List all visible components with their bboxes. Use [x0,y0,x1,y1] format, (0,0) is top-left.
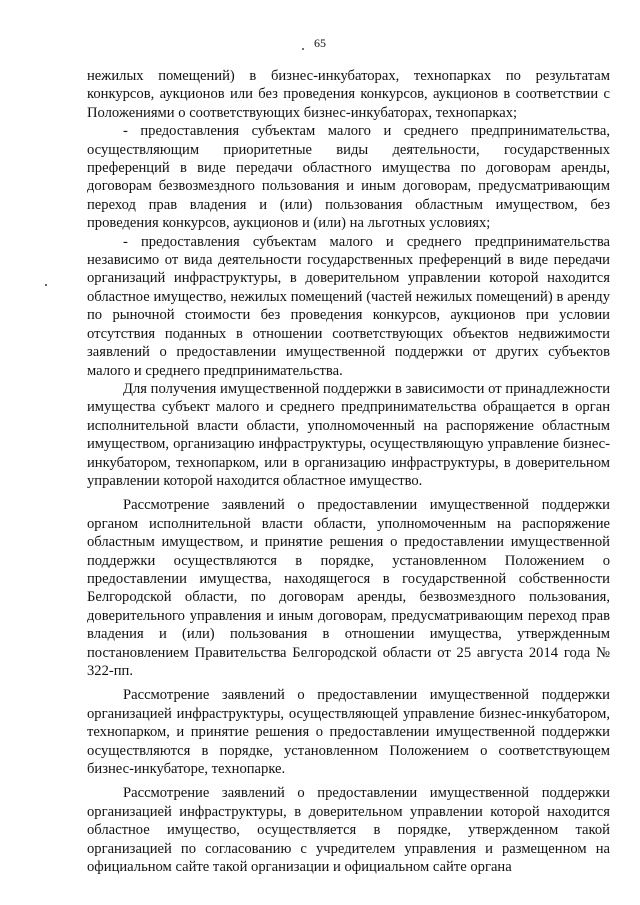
margin-mark [45,284,47,286]
document-body [87,67,610,876]
paragraph-4: Для получения имущественной поддержки в зависимости от принадлежности имущества субъект малого и среднего предпринимательства обращается в орган исполнительной власти области, уполномоченный на распоряжение областным имуществом, организацию инфраструктуры, осуществляющую управление бизнес-инкубатором, технопарком, или в организацию инфраструктуры, в доверительном управлении которой находится областное имущество. [87,380,610,489]
paragraph-5: Рассмотрение заявлений о предоставлении имущественной поддержки органом исполнительной власти области, уполномоченным на распоряжение областным имуществом, и принятие решения о предоставлении имущественной поддержки осуществляются в порядке, установленном Положением о предоставлении имущества, находящегося в государственной собственности Белгородской области, по договорам аренды, безвозмездного пользования, доверительного управления и иным договорам, предусматривающим переход прав владения и (или) пользования в отношении имущества, утвержденным постановлением Правительства Белгородской области от 25 августа 2014 года № 322-пп. [87,497,610,679]
paragraph-3: - предоставления субъектам малого и среднего предпринимательства независимо от вида деятельности государственных преференций в виде передачи организаций инфраструктуры, в доверительном управлении которой находится областное имущество, нежилых помещений (частей нежилых помещений) в аренду по рыночной стоимости без проведения конкурсов, аукционов при условии отсутствия поданных в отношении соответствующих объектов недвижимости заявлений о предоставлении имущественной поддержки от других субъектов малого и среднего предпринимательства. [87,233,610,379]
paragraph-2: - предоставления субъектам малого и среднего предпринимательства, осуществляющим приоритетные виды деятельности, государственных преференций в виде передачи областного имущества по договорам аренды, договорам безвозмездного пользования и иным договорам, предусматривающим переход прав владения и (или) пользования областным имуществом, без проведения конкурсов, аукционов и (или) на льготных условиях; [87,123,610,232]
scan-speck [302,48,304,50]
paragraph-1: нежилых помещений) в бизнес-инкубаторах, технопарках по результатам конкурсов, аукционов или без проведения конкурсов, аукционов в соответствии с Положениями о соответствующих бизнес-инкубаторах, технопарках; [87,68,610,121]
page-number: 65 [314,36,326,50]
paragraph-6: Рассмотрение заявлений о предоставлении имущественной поддержки организацией инфраструктуры, осуществляющей управление бизнес-инкубатором, технопарком, и принятие решения о предоставлении имущественной поддержки осуществляются в порядке, установленном Положением о соответствующем бизнес-инкубаторе, технопарке. [87,687,610,778]
paragraph-7: Рассмотрение заявлений о предоставлении имущественной поддержки организацией инфраструктуры, в доверительном управлении которой находится областное имущество, осуществляется в порядке, утвержденном такой организацией по согласованию с учредителем управления и размещенном на официальном сайте такой организации и официальном сайте органа [87,785,610,876]
